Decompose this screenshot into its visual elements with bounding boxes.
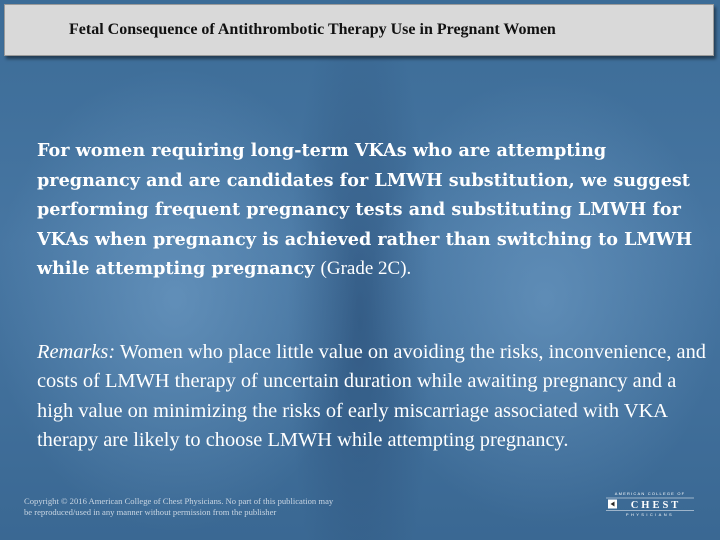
copyright-notice bbox=[24, 496, 424, 519]
logo-bottom-text: PHYSICIANS bbox=[625, 512, 675, 517]
title-bar bbox=[4, 4, 714, 56]
slide-title: Fetal Consequence of Antithrombotic Therapy Use in Pregnant Women bbox=[69, 21, 556, 38]
copyright-line-1: Copyright © 2016 American College of Chest Physicians. No part of this publication may bbox=[24, 496, 334, 506]
recommendation-grade: (Grade 2C). bbox=[320, 258, 412, 279]
remarks-text: Women who place little value on avoiding the risks, inconvenience, and costs of LMWH therapy of uncertain duration while awaiting pregnancy and a high value on minimizing the risks of early miscarriage associated with VKA therapy are likely to choose LMWH while attempting pregnancy. bbox=[37, 341, 706, 451]
recommendation-paragraph bbox=[37, 136, 707, 284]
remarks-paragraph bbox=[37, 338, 707, 455]
chest-logo bbox=[604, 490, 696, 518]
logo-top-text: AMERICAN COLLEGE OF bbox=[614, 491, 686, 496]
copyright-line-2: be reproduced/used in any manner without permission from the publisher bbox=[24, 507, 277, 518]
logo-main-text: CHEST bbox=[630, 500, 682, 511]
recommendation-text: For women requiring long-term VKAs who are attempting pregnancy and are candidates for LMWH substitution, we suggest performing frequent pregnancy tests and substituting LMWH for VKAs when pregnancy is achieved rather than switching to LMWH while attempting pregnancy bbox=[37, 140, 693, 279]
remarks-label: Remarks: bbox=[37, 341, 116, 363]
